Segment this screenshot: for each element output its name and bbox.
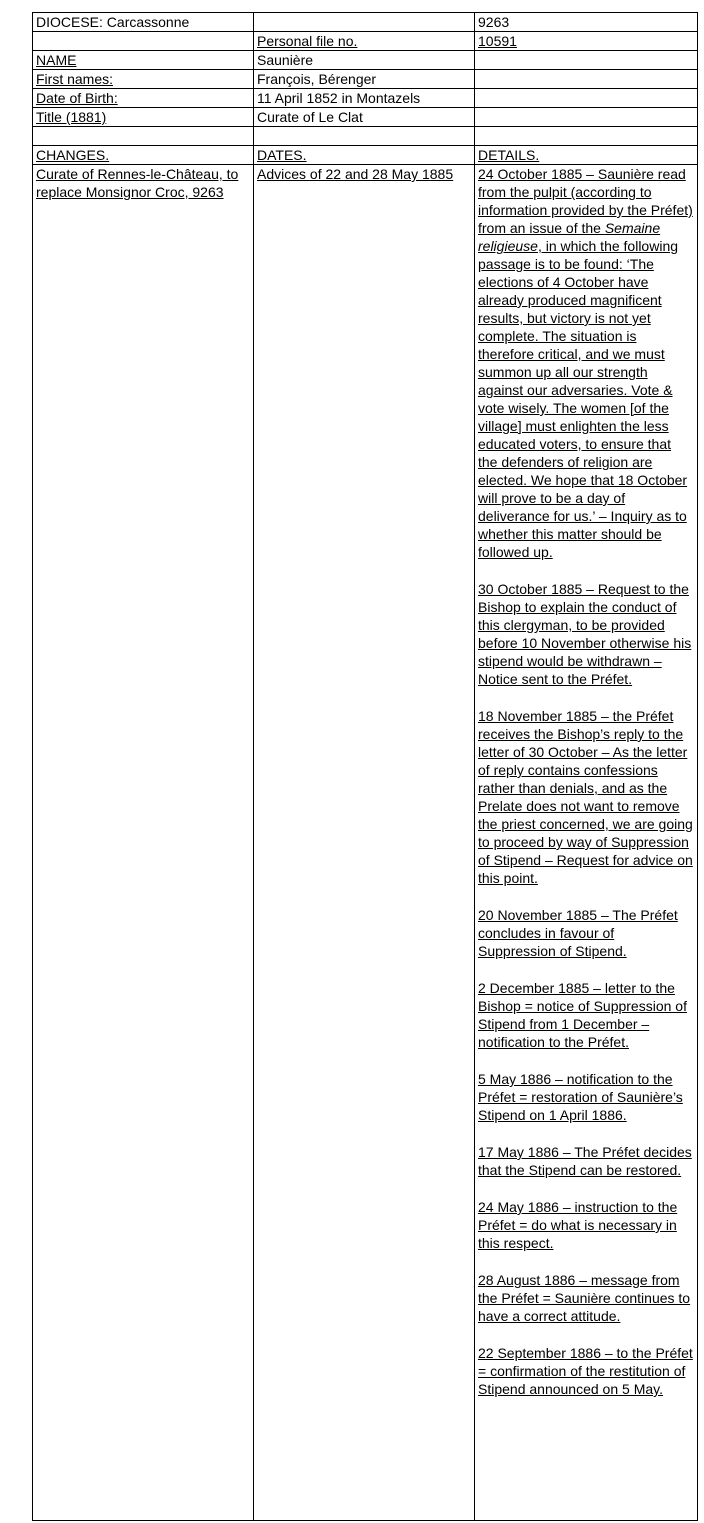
personnel-record-table bbox=[32, 12, 698, 1521]
empty-cell bbox=[475, 89, 698, 108]
details-entry: 17 May 1886 – The Préfet decides that the Stipend can be restored. bbox=[478, 1144, 692, 1178]
details-entry: 24 October 1885 – Saunière read from the pulpit (according to information provided by the Préfet) from an issue of the Semaine religieuse, in which the following passage is to be found: ‘The elections of 4 October have already produced magnificent results, but victory is not yet complete. The situation is therefore critical, and we must summon up all our strength against our adversaries. Vote & vote wisely. The women [of the village] must enlighten the less educated voters, to ensure that the defenders of religion are elected. We hope that 18 October will prove to be a day of deliverance for us.’ – Inquiry as to whether this matter should be followed up. bbox=[478, 166, 693, 560]
details-entry: 20 November 1885 – The Préfet concludes in favour of Suppression of Stipend. bbox=[478, 907, 678, 959]
diocese-row bbox=[33, 13, 698, 32]
change-cell: Curate of Rennes-le-Château, to replace Monsignor Croc, 9263 bbox=[33, 165, 254, 1521]
details-entry: 22 September 1886 – to the Préfet = confirmation of the restitution of Stipend announced on 5 May. bbox=[478, 1345, 693, 1397]
main-row bbox=[33, 165, 698, 1521]
personal-file-number: 10591 bbox=[475, 32, 698, 51]
details-entry: 30 October 1885 – Request to the Bishop to explain the conduct of this clergyman, to be provided before 10 November otherwise his stipend would be withdrawn – Notice sent to the Préfet. bbox=[478, 581, 692, 687]
details-entry: 18 November 1885 – the Préfet receives the Bishop’s reply to the letter of 30 October – As the letter of reply contains confessions rather than denials, and as the Prelate does not want to remove the priest concerned, we are going to proceed by way of Suppression of Stipend – Request for advice on this point. bbox=[478, 708, 693, 886]
empty-cell bbox=[475, 108, 698, 127]
publication-title: Semaine religieuse bbox=[478, 220, 661, 254]
first-names-value: François, Bérenger bbox=[254, 70, 475, 89]
first-names-row bbox=[33, 70, 698, 89]
name-label: NAME bbox=[33, 51, 254, 70]
name-row bbox=[33, 51, 698, 70]
dates-cell: Advices of 22 and 28 May 1885 bbox=[254, 165, 475, 1521]
title-value: Curate of Le Clat bbox=[254, 108, 475, 127]
diocese-label: DIOCESE: Carcassonne bbox=[33, 13, 254, 32]
empty-cell bbox=[475, 51, 698, 70]
header-row bbox=[33, 146, 698, 165]
details-header: DETAILS. bbox=[475, 146, 698, 165]
details-entry: 2 December 1885 – letter to the Bishop = notice of Suppression of Stipend from 1 December – notification to the Préfet. bbox=[478, 980, 687, 1050]
details-cell bbox=[475, 165, 698, 1521]
personal-file-label: Personal file no. bbox=[254, 32, 475, 51]
diocese-number: 9263 bbox=[475, 13, 698, 32]
birth-label: Date of Birth: bbox=[33, 89, 254, 108]
file-row bbox=[33, 32, 698, 51]
name-value: Saunière bbox=[254, 51, 475, 70]
details-entry: 5 May 1886 – notification to the Préfet = restoration of Saunière’s Stipend on 1 April 1886. bbox=[478, 1071, 683, 1123]
birth-row bbox=[33, 89, 698, 108]
empty-cell bbox=[475, 70, 698, 89]
birth-value: 11 April 1852 in Montazels bbox=[254, 89, 475, 108]
title-row bbox=[33, 108, 698, 127]
empty-cell bbox=[33, 32, 254, 51]
first-names-label: First names: bbox=[33, 70, 254, 89]
details-entry: 24 May 1886 – instruction to the Préfet = do what is necessary in this respect. bbox=[478, 1199, 678, 1251]
details-entry: 28 August 1886 – message from the Préfet = Saunière continues to have a correct attitude. bbox=[478, 1272, 691, 1324]
title-label: Title (1881) bbox=[33, 108, 254, 127]
changes-header: CHANGES. bbox=[33, 146, 254, 165]
dates-header: DATES. bbox=[254, 146, 475, 165]
spacer-row bbox=[33, 127, 698, 146]
empty-cell bbox=[254, 13, 475, 32]
